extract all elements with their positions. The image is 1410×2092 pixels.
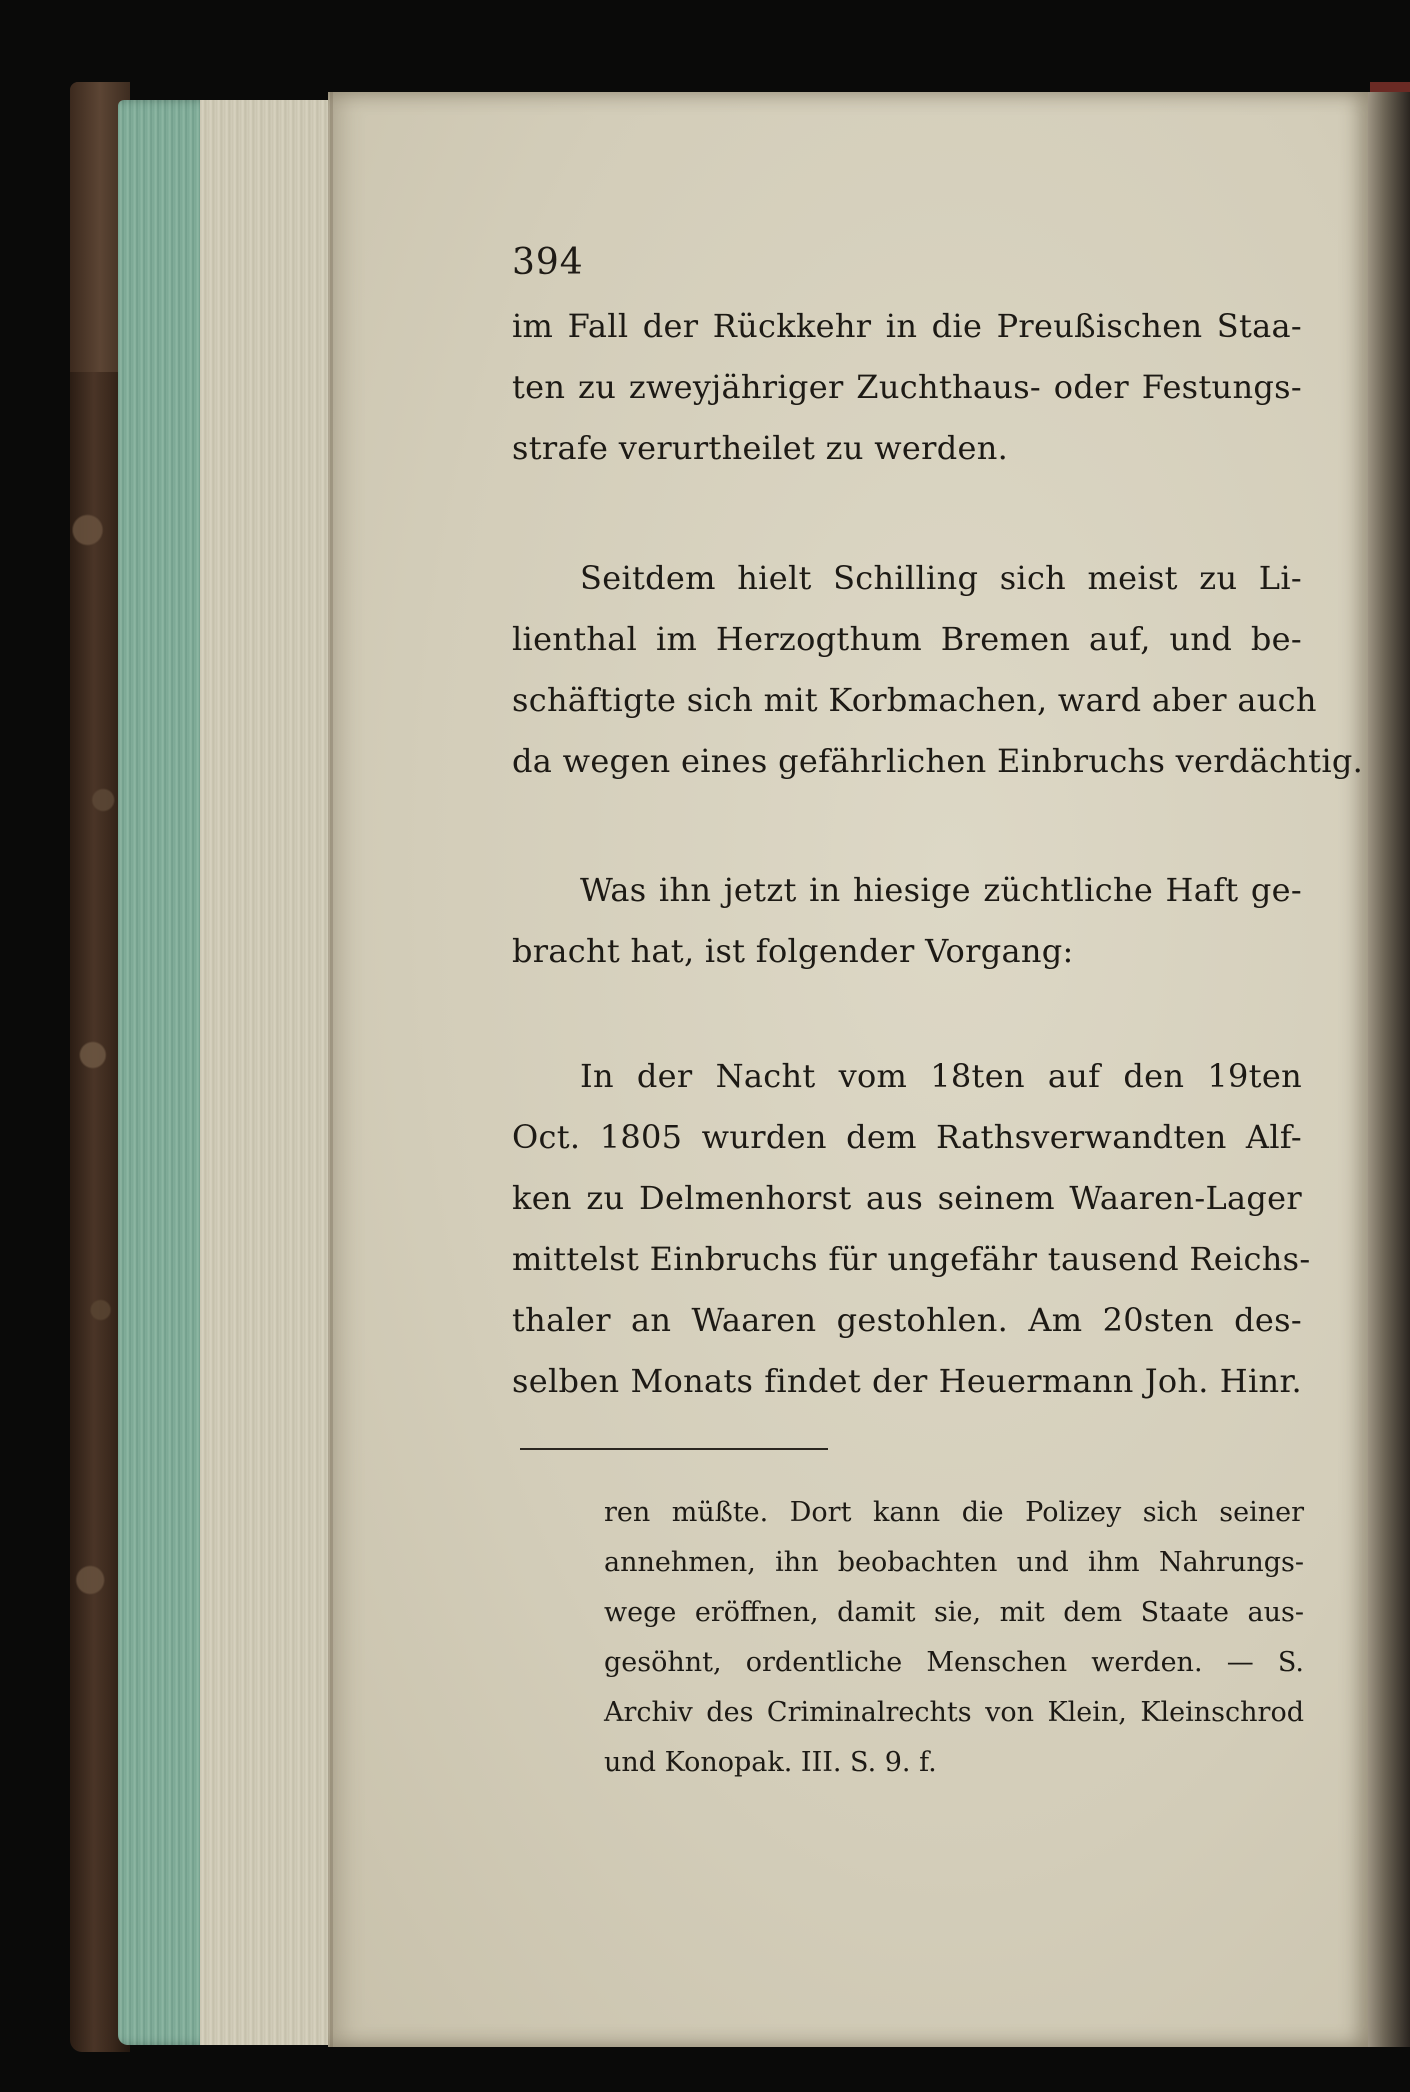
binding-texture (72, 380, 124, 1880)
text-line: schäftigte sich mit Korbmachen, ward aber auch (512, 681, 1317, 719)
text-line: lienthal im Herzogthum Bremen auf, und be- (512, 620, 1302, 658)
footnote-rule (520, 1448, 828, 1450)
text-line: selben Monats findet der Heuermann Joh. Hinr. (512, 1362, 1302, 1400)
footnote (604, 1488, 1304, 1788)
text-line: thaler an Waaren gestohlen. Am 20sten des- (512, 1301, 1302, 1339)
text-line: Seitdem hielt Schilling sich meist zu Li- (580, 559, 1302, 597)
footnote-line: gesöhnt, ordentliche Menschen werden. — S. (604, 1647, 1304, 1678)
text-line: ken zu Delmenhorst aus seinem Waaren-Lager (512, 1179, 1302, 1217)
paragraph-4 (512, 1046, 1311, 1412)
text-line: bracht hat, ist folgender Vorgang: (512, 932, 1074, 970)
text-line: ten zu zweyjähriger Zuchthaus- oder Festungs- (512, 368, 1302, 406)
footnote-line: ren müßte. Dort kann die Polizey sich seiner (604, 1497, 1304, 1528)
footnote-line: wege eröffnen, damit sie, mit dem Staate aus- (604, 1597, 1304, 1628)
paragraph-1 (512, 296, 1302, 479)
footnote-line: annehmen, ihn beobachten und ihm Nahrungs- (604, 1547, 1304, 1578)
text-line: im Fall der Rückkehr in die Preußischen Staa- (512, 307, 1302, 345)
paragraph-2 (512, 548, 1364, 792)
footnote-line: Archiv des Criminalrechts von Klein, Kleinschrod (604, 1697, 1304, 1728)
red-page-edge (1370, 82, 1410, 92)
footnote-line: und Konopak. III. S. 9. f. (604, 1747, 937, 1778)
text-line: strafe verurtheilet zu werden. (512, 429, 1009, 467)
page-right-shadow (1368, 92, 1410, 2047)
gutter (330, 92, 333, 2047)
page-number: 394 (512, 242, 584, 283)
paragraph-3 (512, 860, 1302, 982)
text-line: mittelst Einbruchs für ungefähr tausend Reichs- (512, 1240, 1311, 1278)
text-line: Oct. 1805 wurden dem Rathsverwandten Alf- (512, 1118, 1302, 1156)
page-edges-inner (200, 100, 330, 2045)
text-line: da wegen eines gefährlichen Einbruchs verdächtig. (512, 742, 1364, 780)
text-line: In der Nacht vom 18ten auf den 19ten (580, 1057, 1302, 1095)
text-line: Was ihn jetzt in hiesige züchtliche Haft ge- (580, 871, 1302, 909)
